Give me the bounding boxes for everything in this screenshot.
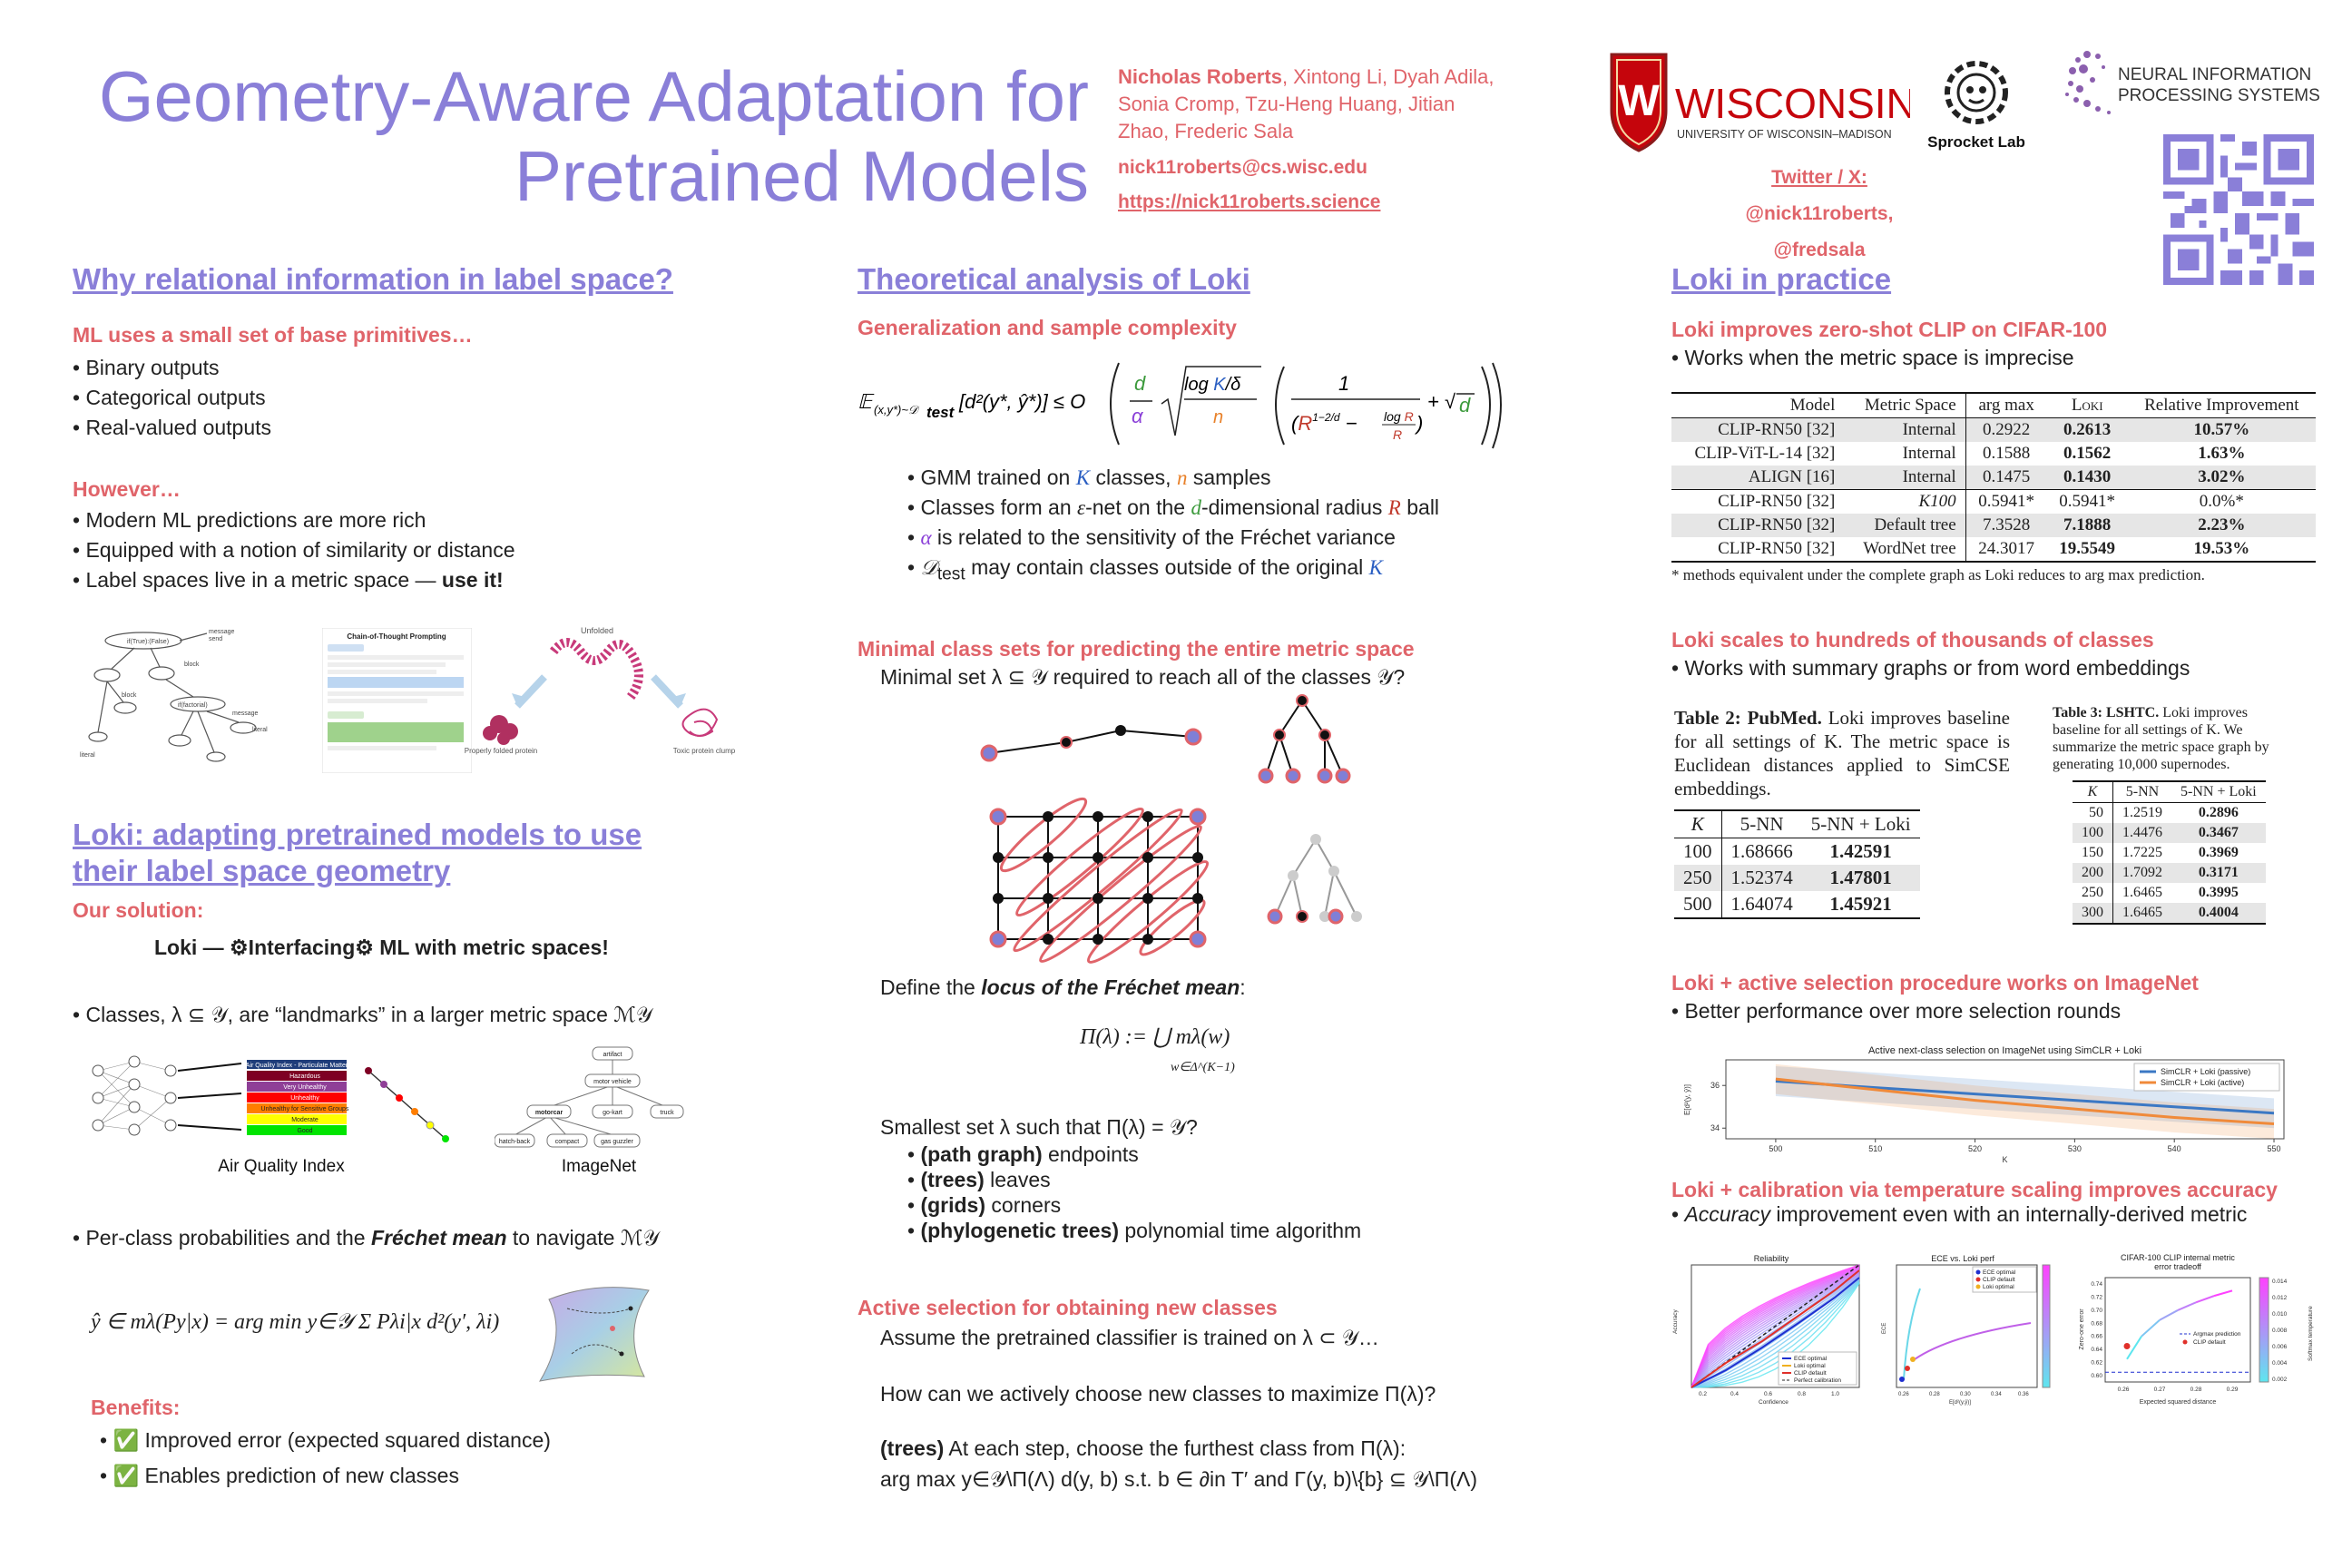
table1-header: arg max bbox=[1978, 396, 2034, 415]
x-axis-label: K bbox=[2002, 1155, 2008, 1164]
svg-text:+ √: + √ bbox=[1427, 390, 1456, 413]
svg-text:block: block bbox=[184, 662, 200, 668]
table-row: 250 1.6465 0.3995 bbox=[2073, 883, 2266, 903]
svg-text:test: test bbox=[926, 404, 955, 421]
table1-footnote: * methods equivalent under the complete graph as Loki reduces to arg max prediction. bbox=[1671, 566, 2205, 583]
y-tick-label: 0.70 bbox=[2091, 1307, 2102, 1314]
table2-header: 5-NN bbox=[1740, 813, 1784, 835]
ece-chart bbox=[1877, 1252, 2058, 1411]
generalization-heading: Generalization and sample complexity bbox=[858, 316, 1237, 339]
qr-code[interactable] bbox=[2163, 134, 2314, 285]
svg-text:W: W bbox=[1618, 77, 1660, 125]
scale-heading: Loki scales to hundreds of thousands of classes bbox=[1671, 628, 2154, 652]
svg-text:): ) bbox=[1416, 412, 1424, 435]
svg-text:0.34: 0.34 bbox=[1991, 1392, 2002, 1397]
svg-text:R: R bbox=[1393, 427, 1403, 442]
primitive-item: • Binary outputs bbox=[73, 353, 780, 383]
primitive-item: • Real-valued outputs bbox=[73, 413, 780, 443]
svg-text:send: send bbox=[209, 636, 223, 642]
frechet-text: • Per-class probabilities and the Fréchet mean to navigate ℳ𝒴 bbox=[73, 1223, 780, 1253]
table3-header: 5-NN bbox=[2125, 784, 2160, 799]
protein-toxic-label: Toxic protein clump bbox=[672, 747, 736, 755]
case-item: • (path graph) endpoints bbox=[907, 1142, 1524, 1167]
y-tick-label: 0.66 bbox=[2091, 1333, 2102, 1340]
x-axis-label: Expected squared distance bbox=[2139, 1399, 2217, 1406]
table-row: 250 1.52374 1.47801 bbox=[1674, 865, 1920, 891]
lead-author: Nicholas Roberts bbox=[1118, 65, 1282, 88]
svg-text:0.008: 0.008 bbox=[2272, 1328, 2288, 1334]
cot-title: Chain-of-Thought Prompting bbox=[347, 632, 446, 641]
y-tick-label: 0.64 bbox=[2091, 1347, 2102, 1354]
author-block bbox=[1118, 64, 1499, 216]
svg-text:0.010: 0.010 bbox=[2272, 1311, 2288, 1318]
tradeoff-title: CIFAR-100 CLIP internal metric bbox=[2121, 1253, 2235, 1262]
active-text-3: (trees) At each step, choose the furthest class from Π(λ): bbox=[880, 1436, 1406, 1460]
ece-legend: ECE optimal bbox=[1983, 1269, 2016, 1276]
svg-text:1.0: 1.0 bbox=[1831, 1391, 1840, 1397]
imagenet-node: go-kart bbox=[603, 1110, 622, 1116]
svg-text:0.6: 0.6 bbox=[1764, 1391, 1773, 1397]
table3-caption: Table 3: LSHTC. Loki improves baseline for all settings of K. We summarize the metric space graph by generating 10,000 supernodes. bbox=[2053, 705, 2269, 772]
imagenet-node: artifact bbox=[603, 1052, 622, 1058]
table-row: CLIP-RN50 [32] Default tree 7.3528 7.1888 2.23% bbox=[1671, 514, 2316, 537]
svg-text:0.002: 0.002 bbox=[2272, 1377, 2288, 1383]
ece-legend: Loki optimal bbox=[1983, 1284, 2014, 1290]
svg-text:0.012: 0.012 bbox=[2272, 1295, 2288, 1301]
minimal-heading: Minimal class sets for predicting the entire metric space bbox=[858, 637, 1415, 661]
svg-text:message: message bbox=[232, 710, 259, 717]
parse-tree-figure bbox=[71, 621, 289, 779]
svg-text:𝔼: 𝔼 bbox=[858, 390, 873, 413]
table-row: 300 1.6465 0.4004 bbox=[2073, 903, 2266, 924]
table-row: CLIP-RN50 [32] Internal 0.2922 0.2613 10.57% bbox=[1671, 418, 2316, 443]
aqi-row: Unhealthy for Sensitive Groups bbox=[260, 1106, 349, 1112]
aqi-row: Moderate bbox=[291, 1117, 318, 1123]
author-list bbox=[1118, 64, 1499, 145]
reliability-legend: ECE optimal bbox=[1794, 1356, 1828, 1362]
loki-heading: Loki: adapting pretrained models to use their label space geometry bbox=[73, 818, 642, 887]
x-tick-label: 0.28 bbox=[2190, 1387, 2202, 1393]
chart-title: Active next-class selection on ImageNet using SimCLR + Loki bbox=[1867, 1045, 2142, 1056]
svg-text:Confidence: Confidence bbox=[1759, 1399, 1788, 1406]
x-tick-label: 510 bbox=[1868, 1144, 1883, 1153]
svg-text:message: message bbox=[209, 629, 235, 635]
x-tick-label: 0.29 bbox=[2226, 1387, 2239, 1393]
neurips-wordmark-2: PROCESSING SYSTEMS bbox=[2118, 86, 2320, 105]
protein-unfolded-label: Unfolded bbox=[581, 626, 614, 635]
imagenet-caption: ImageNet bbox=[561, 1157, 637, 1176]
svg-text:α: α bbox=[1132, 405, 1143, 427]
y-tick-label: 36 bbox=[1710, 1081, 1720, 1091]
reliability-chart bbox=[1671, 1252, 1871, 1411]
imagenet-node: hatch-back bbox=[498, 1139, 531, 1145]
poster-title bbox=[82, 56, 1089, 216]
aqi-row: Hazardous bbox=[289, 1073, 320, 1080]
imagenet-node: gas guzzler bbox=[601, 1139, 633, 1145]
plot-area bbox=[2105, 1278, 2250, 1382]
gen-bullet: • Classes form an ε-net on the d-dimensional radius R ball bbox=[907, 493, 1524, 523]
cases-list bbox=[907, 1142, 1524, 1243]
theory-heading: Theoretical analysis of Loki bbox=[858, 262, 1250, 296]
svg-text:0.2: 0.2 bbox=[1699, 1391, 1708, 1397]
svg-text:[d²(y*, ŷ*)] ≤ O: [d²(y*, ŷ*)] ≤ O bbox=[959, 390, 1086, 413]
imagenet-tree-figure bbox=[495, 1042, 703, 1164]
generalization-bullets bbox=[907, 463, 1524, 590]
svg-text:(R1−2/d −: ($R^{1-2/d}$ − bbox=[1291, 411, 1357, 435]
reliability-legend: Loki optimal bbox=[1794, 1363, 1826, 1369]
active-selection-heading: Active selection for obtaining new classes bbox=[858, 1296, 1278, 1319]
case-item: • (grids) corners bbox=[907, 1192, 1524, 1218]
x-tick-label: 520 bbox=[1968, 1144, 1983, 1153]
table-row: 100 1.4476 0.3467 bbox=[2073, 823, 2266, 843]
twitter-block bbox=[1706, 160, 1933, 269]
svg-text:0.4: 0.4 bbox=[1730, 1391, 1740, 1397]
svg-text:block: block bbox=[122, 692, 137, 699]
neurips-logo bbox=[2060, 44, 2323, 125]
tradeoff-title: error tradeoff bbox=[2154, 1262, 2201, 1271]
aqi-title: Air Quality Index - Particulate Matter bbox=[245, 1063, 348, 1069]
gen-bullet: • α is related to the sensitivity of the Fréchet variance bbox=[907, 523, 1524, 553]
svg-text:0.36: 0.36 bbox=[2018, 1392, 2029, 1397]
locus-equation: Π(λ) := ⋃ mλ(w) bbox=[1080, 1025, 1230, 1049]
svg-text:0.004: 0.004 bbox=[2272, 1360, 2288, 1367]
ece-title: ECE vs. Loki perf bbox=[1931, 1254, 1994, 1263]
calibration-bullet: • Accuracy improvement even with an internally-derived metric bbox=[1671, 1200, 2247, 1230]
wisconsin-wordmark: WISCONSIN bbox=[1675, 80, 1910, 127]
minimal-text: Minimal set λ ⊆ 𝒴 required to reach all of the classes 𝒴? bbox=[880, 665, 1406, 689]
clip-bullet: • Works when the metric space is imprecise bbox=[1671, 343, 2074, 373]
title-line-1: Geometry-Aware Adaptation for bbox=[98, 56, 1089, 136]
neurips-wordmark-1: NEURAL INFORMATION bbox=[2118, 65, 2312, 84]
active-imagenet-bullet: • Better performance over more selection rounds bbox=[1671, 996, 2121, 1026]
table-row: 200 1.7092 0.3171 bbox=[2073, 863, 2266, 883]
svg-text:0.28: 0.28 bbox=[1929, 1392, 1940, 1397]
y-tick-label: 0.72 bbox=[2091, 1294, 2102, 1301]
clip-results-table bbox=[1671, 392, 2316, 584]
table2-header: 5-NN + Loki bbox=[1810, 813, 1911, 835]
y-tick-label: 0.68 bbox=[2091, 1320, 2102, 1328]
landmarks-text: • Classes, λ ⊆ 𝒴, are “landmarks” in a larger metric space ℳ𝒴 bbox=[73, 1000, 780, 1030]
table3-header: 5-NN + Loki bbox=[2180, 784, 2257, 799]
legend-label: SimCLR + Loki (active) bbox=[2161, 1078, 2245, 1087]
active-selection-chart bbox=[1671, 1044, 2307, 1171]
calibration-heading: Loki + calibration via temperature scaling improves accuracy bbox=[1671, 1178, 2278, 1201]
table-row: 50 1.2519 0.2896 bbox=[2073, 803, 2266, 824]
active-imagenet-heading: Loki + active selection procedure works on ImageNet bbox=[1671, 971, 2199, 995]
solution-text: Loki — ⚙Interfacing⚙ ML with metric spaces! bbox=[154, 936, 609, 959]
table2-caption: Table 2: PubMed. Loki improves baseline for all settings of K. The metric space is Euclidean distances applied to SimCSE embeddings. bbox=[1674, 707, 2011, 799]
imagenet-node: motor vehicle bbox=[593, 1079, 632, 1085]
x-tick-label: 540 bbox=[2167, 1144, 2181, 1153]
imagenet-node: truck bbox=[660, 1110, 674, 1116]
table-row: CLIP-ViT-L-14 [32] Internal 0.1588 0.1562 1.63% bbox=[1671, 442, 2316, 466]
generalization-bound bbox=[858, 354, 1511, 454]
svg-text:d: d bbox=[1459, 394, 1471, 416]
however-item: • Equipped with a notion of similarity or distance bbox=[73, 535, 780, 565]
legend-swatch bbox=[2183, 1340, 2188, 1345]
legend-label: SimCLR + Loki (passive) bbox=[2161, 1067, 2251, 1076]
svg-text:0.26: 0.26 bbox=[1898, 1392, 1909, 1397]
imagenet-node: motorcar bbox=[534, 1110, 564, 1116]
however-heading: However… bbox=[73, 477, 181, 501]
svg-text:1: 1 bbox=[1338, 372, 1350, 395]
tradeoff-chart bbox=[2078, 1252, 2323, 1411]
chain-of-thought-figure bbox=[322, 628, 472, 778]
table-row: ALIGN [16] Internal 0.1475 0.1430 3.02% bbox=[1671, 466, 2316, 490]
reliability-legend: Perfect calibration bbox=[1794, 1377, 1842, 1384]
primitives-heading: ML uses a small set of base primitives… bbox=[73, 323, 473, 347]
ece-legend: CLIP default bbox=[1983, 1277, 2015, 1283]
x-tick-label: 0.26 bbox=[2117, 1387, 2130, 1393]
svg-text:literal: literal bbox=[252, 727, 268, 733]
locus-text: Define the locus of the Fréchet mean: bbox=[880, 975, 1246, 999]
benefits-heading: Benefits: bbox=[91, 1396, 181, 1419]
colorbar-label: Softmax temperature bbox=[2308, 1306, 2314, 1361]
table-row: 500 1.64074 1.45921 bbox=[1674, 891, 1920, 918]
y-tick-label: 0.60 bbox=[2091, 1372, 2102, 1379]
legend-label: CLIP default bbox=[2193, 1339, 2226, 1346]
aqi-row: Unhealthy bbox=[290, 1095, 319, 1102]
aqi-row: Good bbox=[297, 1128, 313, 1134]
primitive-item: • Categorical outputs bbox=[73, 383, 780, 413]
table-row: 150 1.7225 0.3969 bbox=[2073, 843, 2266, 863]
scale-bullet: • Works with summary graphs or from word embeddings bbox=[1671, 653, 2190, 683]
co-authors: , Xintong Li, Dyah Adila, Sonia Cromp, Tzu-Heng Huang, Jitian Zhao, Frederic Sala bbox=[1118, 65, 1494, 142]
x-tick-label: 500 bbox=[1769, 1144, 1783, 1153]
wisconsin-subtitle: UNIVERSITY OF WISCONSIN–MADISON bbox=[1677, 128, 1892, 141]
sprocket-lab-wordmark: Sprocket Lab bbox=[1927, 133, 2025, 151]
case-item: • (trees) leaves bbox=[907, 1167, 1524, 1192]
aqi-row: Very Unhealthy bbox=[283, 1084, 327, 1091]
imagenet-node: compact bbox=[554, 1139, 580, 1145]
y-tick-label: 34 bbox=[1710, 1123, 1720, 1133]
svg-text:0.006: 0.006 bbox=[2272, 1344, 2288, 1350]
table1-header: Loki bbox=[2071, 396, 2103, 415]
svg-text:log R: log R bbox=[1384, 409, 1414, 424]
gen-bullet: • GMM trained on K classes, n samples bbox=[907, 463, 1524, 493]
solution-heading: Our solution: bbox=[73, 898, 204, 922]
reliability-legend: CLIP default bbox=[1794, 1370, 1827, 1377]
benefit-item: • ✅ Improved error (expected squared distance) bbox=[100, 1426, 744, 1455]
svg-text:E[d²(y,ŷ)]: E[d²(y,ŷ)] bbox=[1949, 1400, 1971, 1406]
clip-heading: Loki improves zero-shot CLIP on CIFAR-100 bbox=[1671, 318, 2108, 341]
table1-header: Relative Improvement bbox=[2144, 396, 2299, 415]
practice-heading: Loki in practice bbox=[1671, 262, 1892, 296]
svg-text:if(True):(False): if(True):(False) bbox=[127, 639, 170, 645]
svg-text:ECE: ECE bbox=[1882, 1322, 1887, 1334]
table2-header: K bbox=[1690, 813, 1704, 835]
table1-header: Model bbox=[1789, 396, 1836, 415]
website-link[interactable]: https://nick11roberts.science bbox=[1118, 191, 1381, 212]
protein-figure bbox=[463, 624, 753, 765]
x-tick-label: 0.27 bbox=[2153, 1387, 2166, 1393]
active-text-4: arg max y∈𝒴\Π(Λ) d(y, b) s.t. b ∈ ∂in T′ and Γ(y, b)\{b} ⊆ 𝒴\Π(Λ) bbox=[880, 1467, 1478, 1491]
graph-examples-figure bbox=[962, 690, 1397, 985]
y-tick-label: 0.62 bbox=[2091, 1359, 2102, 1367]
locus-subscript: w∈Δ^(K−1) bbox=[1171, 1061, 1235, 1074]
frechet-equation: ŷ ∈ mλ(Py|x) = arg min y∈𝒴 Σ Pλi|x d²(y′, λi) bbox=[91, 1310, 500, 1334]
svg-text:if(factorial): if(factorial) bbox=[178, 702, 208, 709]
benefits-block bbox=[91, 1396, 744, 1491]
clip-default-point bbox=[2124, 1343, 2131, 1349]
wisconsin-logo bbox=[1606, 47, 1910, 156]
title-line-2: Pretrained Models bbox=[514, 136, 1089, 216]
svg-text:literal: literal bbox=[80, 752, 95, 759]
y-tick-label: 0.74 bbox=[2091, 1281, 2102, 1289]
table3-header: K bbox=[2087, 784, 2098, 799]
table-row: CLIP-RN50 [32] WordNet tree 24.3017 19.5549 19.53% bbox=[1671, 537, 2316, 562]
benefit-item: • ✅ Enables prediction of new classes bbox=[100, 1461, 744, 1491]
table1-header: Metric Space bbox=[1844, 393, 1965, 418]
lshtc-table-block bbox=[2053, 704, 2290, 925]
svg-text:n: n bbox=[1213, 407, 1224, 427]
active-text-1: Assume the pretrained classifier is trained on λ ⊂ 𝒴… bbox=[880, 1326, 1379, 1349]
twitter-label[interactable]: Twitter / X: bbox=[1771, 167, 1867, 188]
svg-text:log K/δ: log K/δ bbox=[1184, 375, 1241, 395]
table-row: CLIP-RN50 [32] K100 0.5941* 0.5941* 0.0%* bbox=[1671, 490, 2316, 514]
aqi-caption: Air Quality Index bbox=[218, 1157, 345, 1176]
pubmed-table-block bbox=[1674, 706, 2010, 919]
smallest-set-text: Smallest set λ such that Π(λ) = 𝒴? bbox=[880, 1115, 1198, 1139]
email-link[interactable]: nick11roberts@cs.wisc.edu bbox=[1118, 157, 1367, 178]
svg-text:Accuracy: Accuracy bbox=[1672, 1309, 1679, 1334]
why-heading: Why relational information in label space? bbox=[73, 262, 673, 296]
gen-bullet: • 𝒟$_{test}$ may contain classes outside of the original K bbox=[907, 553, 1524, 590]
svg-text:0.014: 0.014 bbox=[2272, 1279, 2288, 1285]
y-axis-label: Zero-one error bbox=[2079, 1308, 2085, 1350]
svg-text:d: d bbox=[1134, 372, 1146, 395]
table-row: 100 1.68666 1.42591 bbox=[1674, 838, 1920, 866]
case-item: • (phylogenetic trees) polynomial time algorithm bbox=[907, 1218, 1524, 1243]
however-item-last: • Label spaces live in a metric space — use it! bbox=[73, 565, 780, 595]
however-item: • Modern ML predictions are more rich bbox=[73, 505, 780, 535]
sprocket-lab-logo bbox=[1926, 54, 2027, 154]
svg-text:0.8: 0.8 bbox=[1798, 1391, 1807, 1397]
manifold-figure bbox=[531, 1281, 658, 1390]
protein-folded-label: Properly folded protein bbox=[464, 747, 538, 755]
primitives-block bbox=[73, 323, 780, 443]
svg-text:(x,y*)~𝒟: (x,y*)~𝒟 bbox=[874, 403, 918, 416]
svg-text:0.30: 0.30 bbox=[1960, 1392, 1971, 1397]
x-tick-label: 550 bbox=[2267, 1144, 2281, 1153]
reliability-title: Reliability bbox=[1753, 1254, 1789, 1263]
x-tick-label: 530 bbox=[2067, 1144, 2082, 1153]
active-text-2: How can we actively choose new classes to maximize Π(λ)? bbox=[880, 1382, 1436, 1406]
y-axis-label: E[d²(y, ŷ)] bbox=[1683, 1083, 1691, 1116]
twitter-handles[interactable]: @nick11roberts, @fredsala bbox=[1745, 203, 1894, 260]
legend-label: Argmax prediction bbox=[2193, 1331, 2241, 1338]
however-block bbox=[73, 477, 780, 595]
